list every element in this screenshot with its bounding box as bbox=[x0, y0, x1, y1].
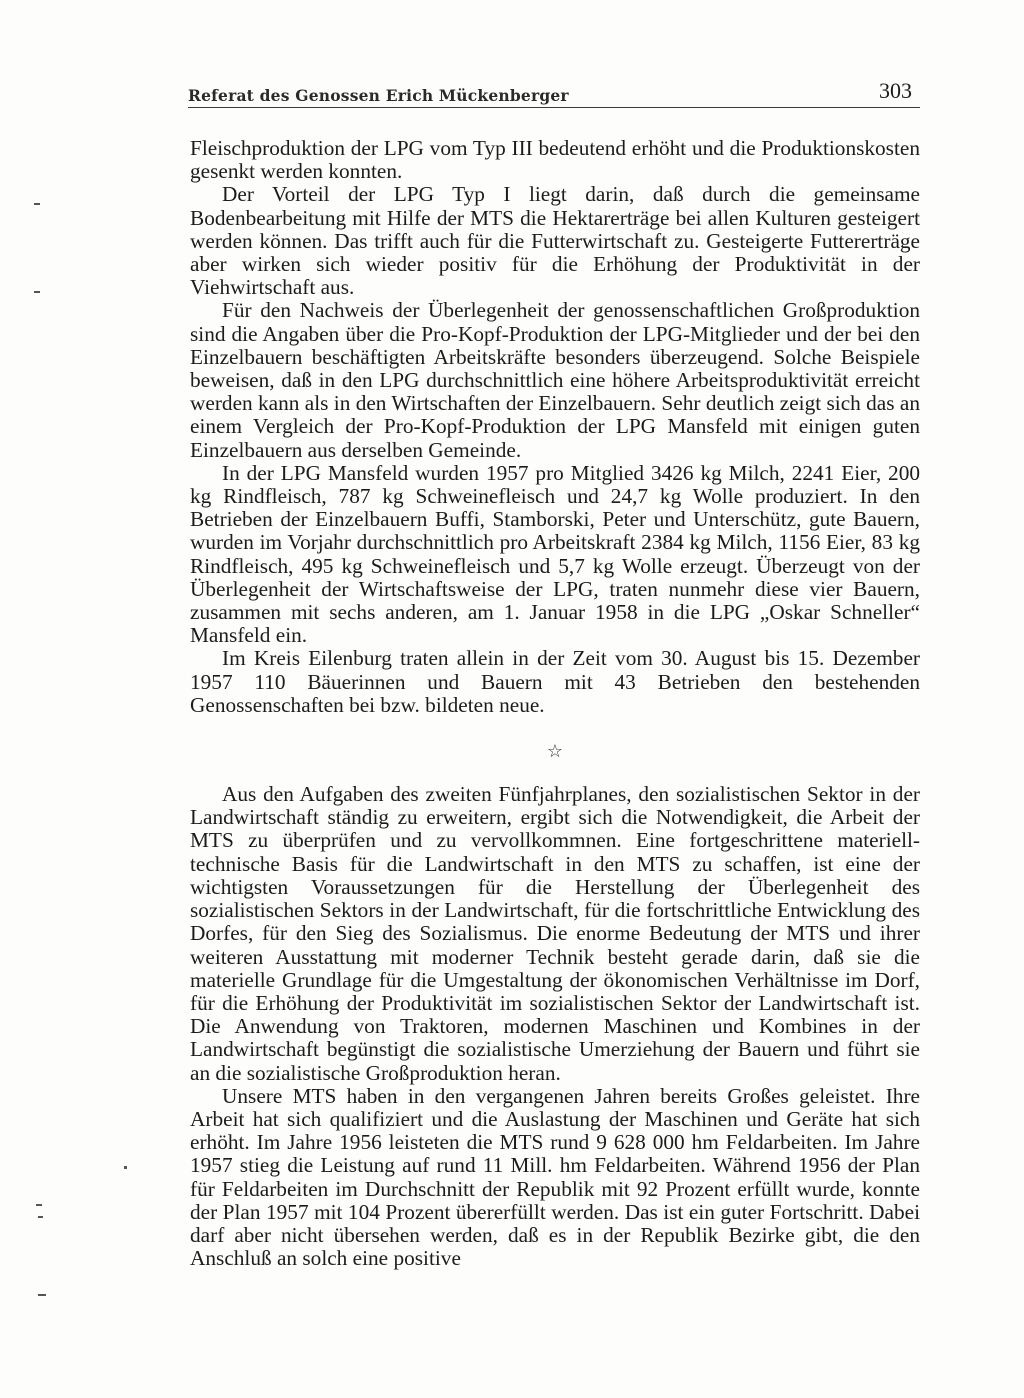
page-header bbox=[188, 74, 920, 108]
header-rule bbox=[188, 107, 920, 108]
section-break-star: ☆ bbox=[546, 741, 564, 763]
paragraph: Der Vorteil der LPG Typ I liegt darin, daß durch die gemeinsame Bodenbearbeitung mit Hilfe der MTS die Hektarerträge bei allen Kulturen gesteigert werden können. Das trifft auch für die Futterwirtschaft zu. Gesteigerte Futtererträge aber wirken sich wieder positiv für die Erhöhung der Produktivität in der Viehwirtschaft aus. bbox=[190, 182, 920, 300]
margin-mark bbox=[38, 1294, 46, 1296]
paragraph: Unsere MTS haben in den vergangenen Jahren bereits Großes geleistet. Ihre Arbeit hat sich qualifiziert und die Auslastung der Maschinen und Geräte hat sich erhöht. Im Jahre 1956 leisteten die MTS rund 9 628 000 hm Feldarbeiten. Im Jahre 1957 stieg die Leistung auf rund 11 Mill. hm Feldarbeiten. Während 1956 der Plan für Feldarbeiten im Durchschnitt der Republik mit 92 Prozent erfüllt wurde, konnte der Plan 1957 mit 104 Prozent übererfüllt werden. Das ist ein guter Fortschritt. Dabei darf aber nicht übersehen werden, daß es in der Republik Bezirke gibt, die den Anschluß an solch eine positive bbox=[190, 1083, 920, 1271]
body-text bbox=[190, 137, 920, 1270]
margin-mark bbox=[34, 203, 40, 205]
margin-mark bbox=[36, 1204, 42, 1206]
margin-mark bbox=[34, 291, 40, 293]
paragraph: Für den Nachweis der Überlegenheit der genossenschaftlichen Großproduktion sind die Angaben über die Pro-Kopf-Produktion der LPG-Mitglieder und der bei den Einzelbauern beschäftigten Arbeitskräfte besonders überzeugend. Solche Beispiele beweisen, daß in den LPG durchschnittlich eine höhere Arbeitsproduktivität erreicht werden kann als in den Wirtschaften der Einzelbauern. Sehr deutlich zeigt sich das an einem Vergleich der Pro-Kopf-Produktion der LPG Mansfeld mit einigen guten Einzelbauern aus derselben Gemeinde. bbox=[190, 298, 920, 462]
page-number: 303 bbox=[879, 78, 912, 103]
running-head: Referat des Genossen Erich Mückenberger bbox=[188, 86, 569, 105]
paragraph: Aus den Aufgaben des zweiten Fünfjahrplanes, den sozialistischen Sektor in der Landwirtschaft ständig zu erweitern, ergibt sich die Notwendigkeit, die Arbeit der MTS zu überprüfen und zu vervollkommnen. Eine fortgeschrittene materiell-technische Basis für die Landwirtschaft in den MTS zu schaffen, ist eine der wichtigsten Voraussetzungen für die Herstellung der Überlegenheit des sozialistischen Sektors in der Landwirtschaft, für die fortschrittliche Entwicklung des Dorfes, für den Sieg des Sozialismus. Die enorme Bedeutung der MTS und ihrer weiteren Ausstattung mit moderner Technik besteht gerade darin, daß sie die materielle Grundlage für die Umgestaltung der ökonomischen Verhältnisse im Dorf, für die Erhöhung der Produktivität im sozialistischen Sektor der Landwirtschaft ist. Die Anwendung von Traktoren, modernen Maschinen und Kombines in der Landwirtschaft begünstigt die sozialistische Umerziehung der Bauern und führt sie an die sozialistische Großproduktion heran. bbox=[190, 782, 920, 1085]
paragraph: In der LPG Mansfeld wurden 1957 pro Mitglied 3426 kg Milch, 2241 Eier, 200 kg Rindfleisch, 787 kg Schweinefleisch und 24,7 kg Wolle produziert. In den Betrieben der Einzelbauern Buffi, Stamborski, Peter und Unterschütz, gute Bauern, wurden im Vorjahr durchschnittlich pro Arbeitskraft 2384 kg Milch, 1156 Eier, 83 kg Rindfleisch, 495 kg Schweinefleisch und 5,7 kg Wolle erzeugt. Überzeugt von der Überlegenheit der Wirtschaftsweise der LPG, traten nunmehr diese vier Bauern, zusammen mit sechs anderen, am 1. Januar 1958 in die LPG „Oskar Schneller“ Mansfeld ein. bbox=[190, 460, 920, 648]
paragraph: Fleischproduktion der LPG vom Typ III bedeutend erhöht und die Produktionskosten gesenkt werden konnten. bbox=[190, 136, 920, 184]
margin-mark bbox=[124, 1166, 127, 1169]
margin-mark bbox=[38, 1216, 43, 1218]
paragraph: Im Kreis Eilenburg traten allein in der Zeit vom 30. August bis 15. Dezember 1957 110 Bäuerinnen und Bauern mit 43 Betrieben den bestehenden Genossenschaften bei bzw. bildeten neue. bbox=[190, 646, 920, 717]
